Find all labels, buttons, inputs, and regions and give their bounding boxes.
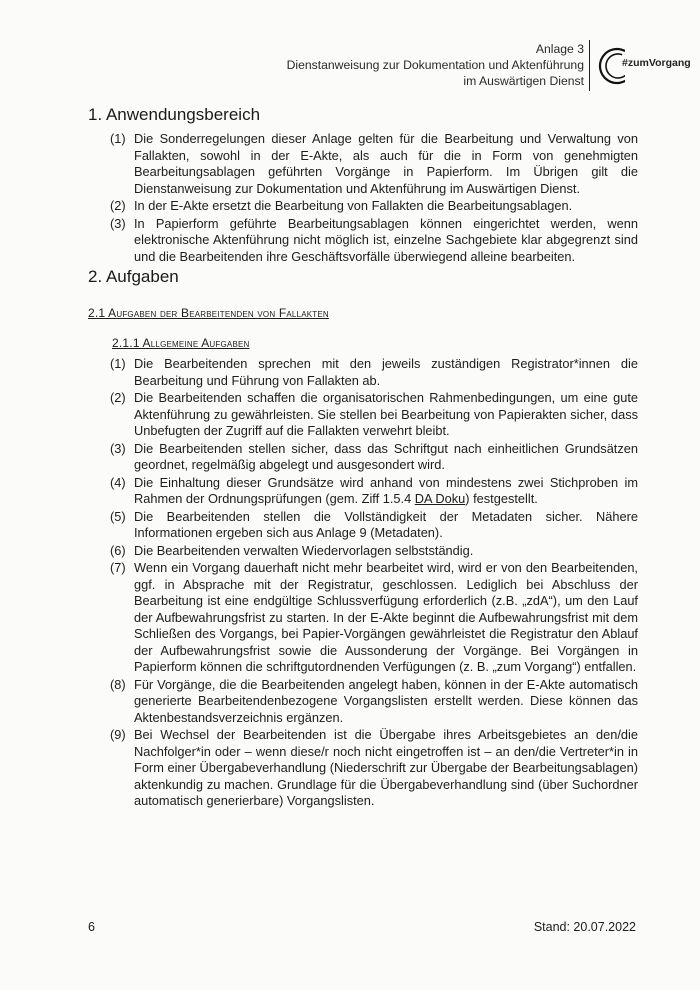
paragraph-number: (3) xyxy=(110,440,126,456)
paragraph xyxy=(88,356,638,389)
paragraph-number: (1) xyxy=(110,131,126,146)
paragraph-number: (3) xyxy=(110,215,126,231)
paragraph-text: Bei Wechsel der Bearbeitenden ist die Übergabe ihres Arbeitsgebietes an den/die Nachfolger*in oder – wenn diese/r noch nicht eingetroffen ist – an den/die Vertreter*in in Form einer Übergabeverhandlung (Niederschrift zur Übergabe der Bearbeitungsablagen) aktenkundig zu machen. Grundlage für die Übergabeverhandlung sind (über Suchordner automatisch generierbare) Vorgangslisten. xyxy=(134,727,638,808)
section-2-paragraphs xyxy=(88,356,638,810)
paragraph-number: (2) xyxy=(110,198,126,213)
paragraph xyxy=(88,560,638,676)
paragraph-text-end: ) festgestellt. xyxy=(465,491,538,506)
paragraph-text: Die Bearbeitenden verwalten Wiedervorlagen selbstständig. xyxy=(134,542,474,558)
header-line-annex: Anlage 3 xyxy=(535,42,584,56)
paragraph-number: (1) xyxy=(110,356,126,371)
paragraph xyxy=(88,441,638,474)
header-line-title: Dienstanweisung zur Dokumentation und Aktenführung xyxy=(286,58,584,72)
paragraph xyxy=(88,509,638,542)
zumvorgang-logo xyxy=(595,44,695,88)
paragraph xyxy=(88,543,638,560)
paragraph-text: Die Sonderregelungen dieser Anlage gelten für die Bearbeitung und Verwaltung von Fallakten, sowohl in der E-Akte, als auch für die in Form von genehmigten Bearbeitungsablagen geführten Vorgänge in Papierform. Im Übrigen gilt die Dienstanweisung zur Dokumentation und Aktenführung im Auswärtigen Dienst. xyxy=(134,131,638,196)
header-line-subtitle: im Auswärtigen Dienst xyxy=(463,74,584,88)
page-number: 6 xyxy=(88,920,95,934)
subsection-2-1-1-title: 2.1.1 Allgemeine Aufgaben xyxy=(112,336,250,350)
section-2-title: 2. Aufgaben xyxy=(88,267,179,286)
paragraph xyxy=(88,216,638,266)
document-body xyxy=(88,104,638,811)
paragraph-text: Die Bearbeitenden sprechen mit den jeweils zuständigen Registrator*innen die Bearbeitung und Führung von Fallakten ab. xyxy=(134,356,638,388)
paragraph xyxy=(88,198,638,215)
paragraph xyxy=(88,677,638,727)
paragraph-number: (8) xyxy=(110,676,126,692)
paragraph-text: Die Bearbeitenden schaffen die organisatorischen Rahmenbedingungen, um eine gute Aktenführung zu gewährleisten. Sie stellen bei Bearbeitung von Papierakten sicher, dass Unbefugten der Zugriff auf die Fallakten verwehrt bleibt. xyxy=(134,390,638,438)
crescent-logo-icon xyxy=(595,44,625,88)
document-header xyxy=(287,41,584,89)
paragraph-text: In Papierform geführte Bearbeitungsablagen können eingerichtet werden, wenn elektronische Aktenführung nicht möglich ist, einzelne Sachgebiete klar abgegrenzt sind und die Bearbeitenden ihre Geschäftsvorfälle überwiegend alleine bearbeiten. xyxy=(134,215,638,264)
paragraph-number: (2) xyxy=(110,390,126,405)
paragraph-text: Die Bearbeitenden stellen sicher, dass das Schriftgut nach einheitlichen Grundsätzen geordnet, regelmäßig abgelegt und ausgesondert wird. xyxy=(134,440,638,472)
da-doku-link[interactable]: DA Doku xyxy=(414,491,466,506)
paragraph xyxy=(88,131,638,197)
logo-text: #zumVorgang xyxy=(622,57,691,69)
paragraph-text: Für Vorgänge, die die Bearbeitenden angelegt haben, können in der E-Akte automatisch generierte Bearbeitendenbezogene Vorgangslisten erstellt werden. Diese können das Aktenbestandsverzeichnis ergänzen. xyxy=(134,676,638,725)
paragraph xyxy=(88,727,638,810)
paragraph xyxy=(88,475,638,508)
subsection-2-1-title: 2.1 Aufgaben der Bearbeitenden von Fallakten xyxy=(88,306,329,320)
stand-date: Stand: 20.07.2022 xyxy=(533,920,636,934)
paragraph-text: Die Bearbeitenden stellen die Vollständigkeit der Metadaten sicher. Nähere Informationen ergeben sich aus Anlage 9 (Metadaten). xyxy=(134,508,638,540)
header-divider xyxy=(589,40,590,91)
section-1-title: 1. Anwendungsbereich xyxy=(88,105,261,124)
paragraph-text: In der E-Akte ersetzt die Bearbeitung von Fallakten die Bearbeitungsablagen. xyxy=(134,198,573,213)
paragraph-text: Wenn ein Vorgang dauerhaft nicht mehr bearbeitet wird, wird er von den Bearbeitenden, ggf. in Absprache mit der Registratur, geschlossen. Lediglich bei Abschluss der Bearbeitung ist eine endgültige Schlussverfügung erforderlich (z.B. „zdA“), um den Lauf der Aufbewahrungsfrist zu starten. In der E-Akte beginnt die Aufbewahrungsfrist mit dem Schließen des Vorgangs, bei Papier-Vorgängen gewährleistet die Registratur den Ablauf der Aufbewahrungsfrist sowie die Aussonderung der Vorgänge. Bei Vorgängen in Papierform können die schriftgutordnenden Verfügungen (z. B. „zum Vorgang“) entfallen. xyxy=(134,560,638,674)
paragraph-number: (5) xyxy=(110,508,126,524)
paragraph xyxy=(88,390,638,440)
paragraph-number: (7) xyxy=(110,560,126,575)
section-1-paragraphs xyxy=(88,131,638,265)
paragraph-text: Die Einhaltung dieser Grundsätze wird anhand von mindestens zwei Stichproben im Rahmen der Ordnungsprüfungen (gem. Ziff 1.5.4 xyxy=(134,474,638,506)
paragraph-number: (4) xyxy=(110,474,126,490)
paragraph-number: (6) xyxy=(110,542,126,558)
paragraph-number: (9) xyxy=(110,727,126,742)
